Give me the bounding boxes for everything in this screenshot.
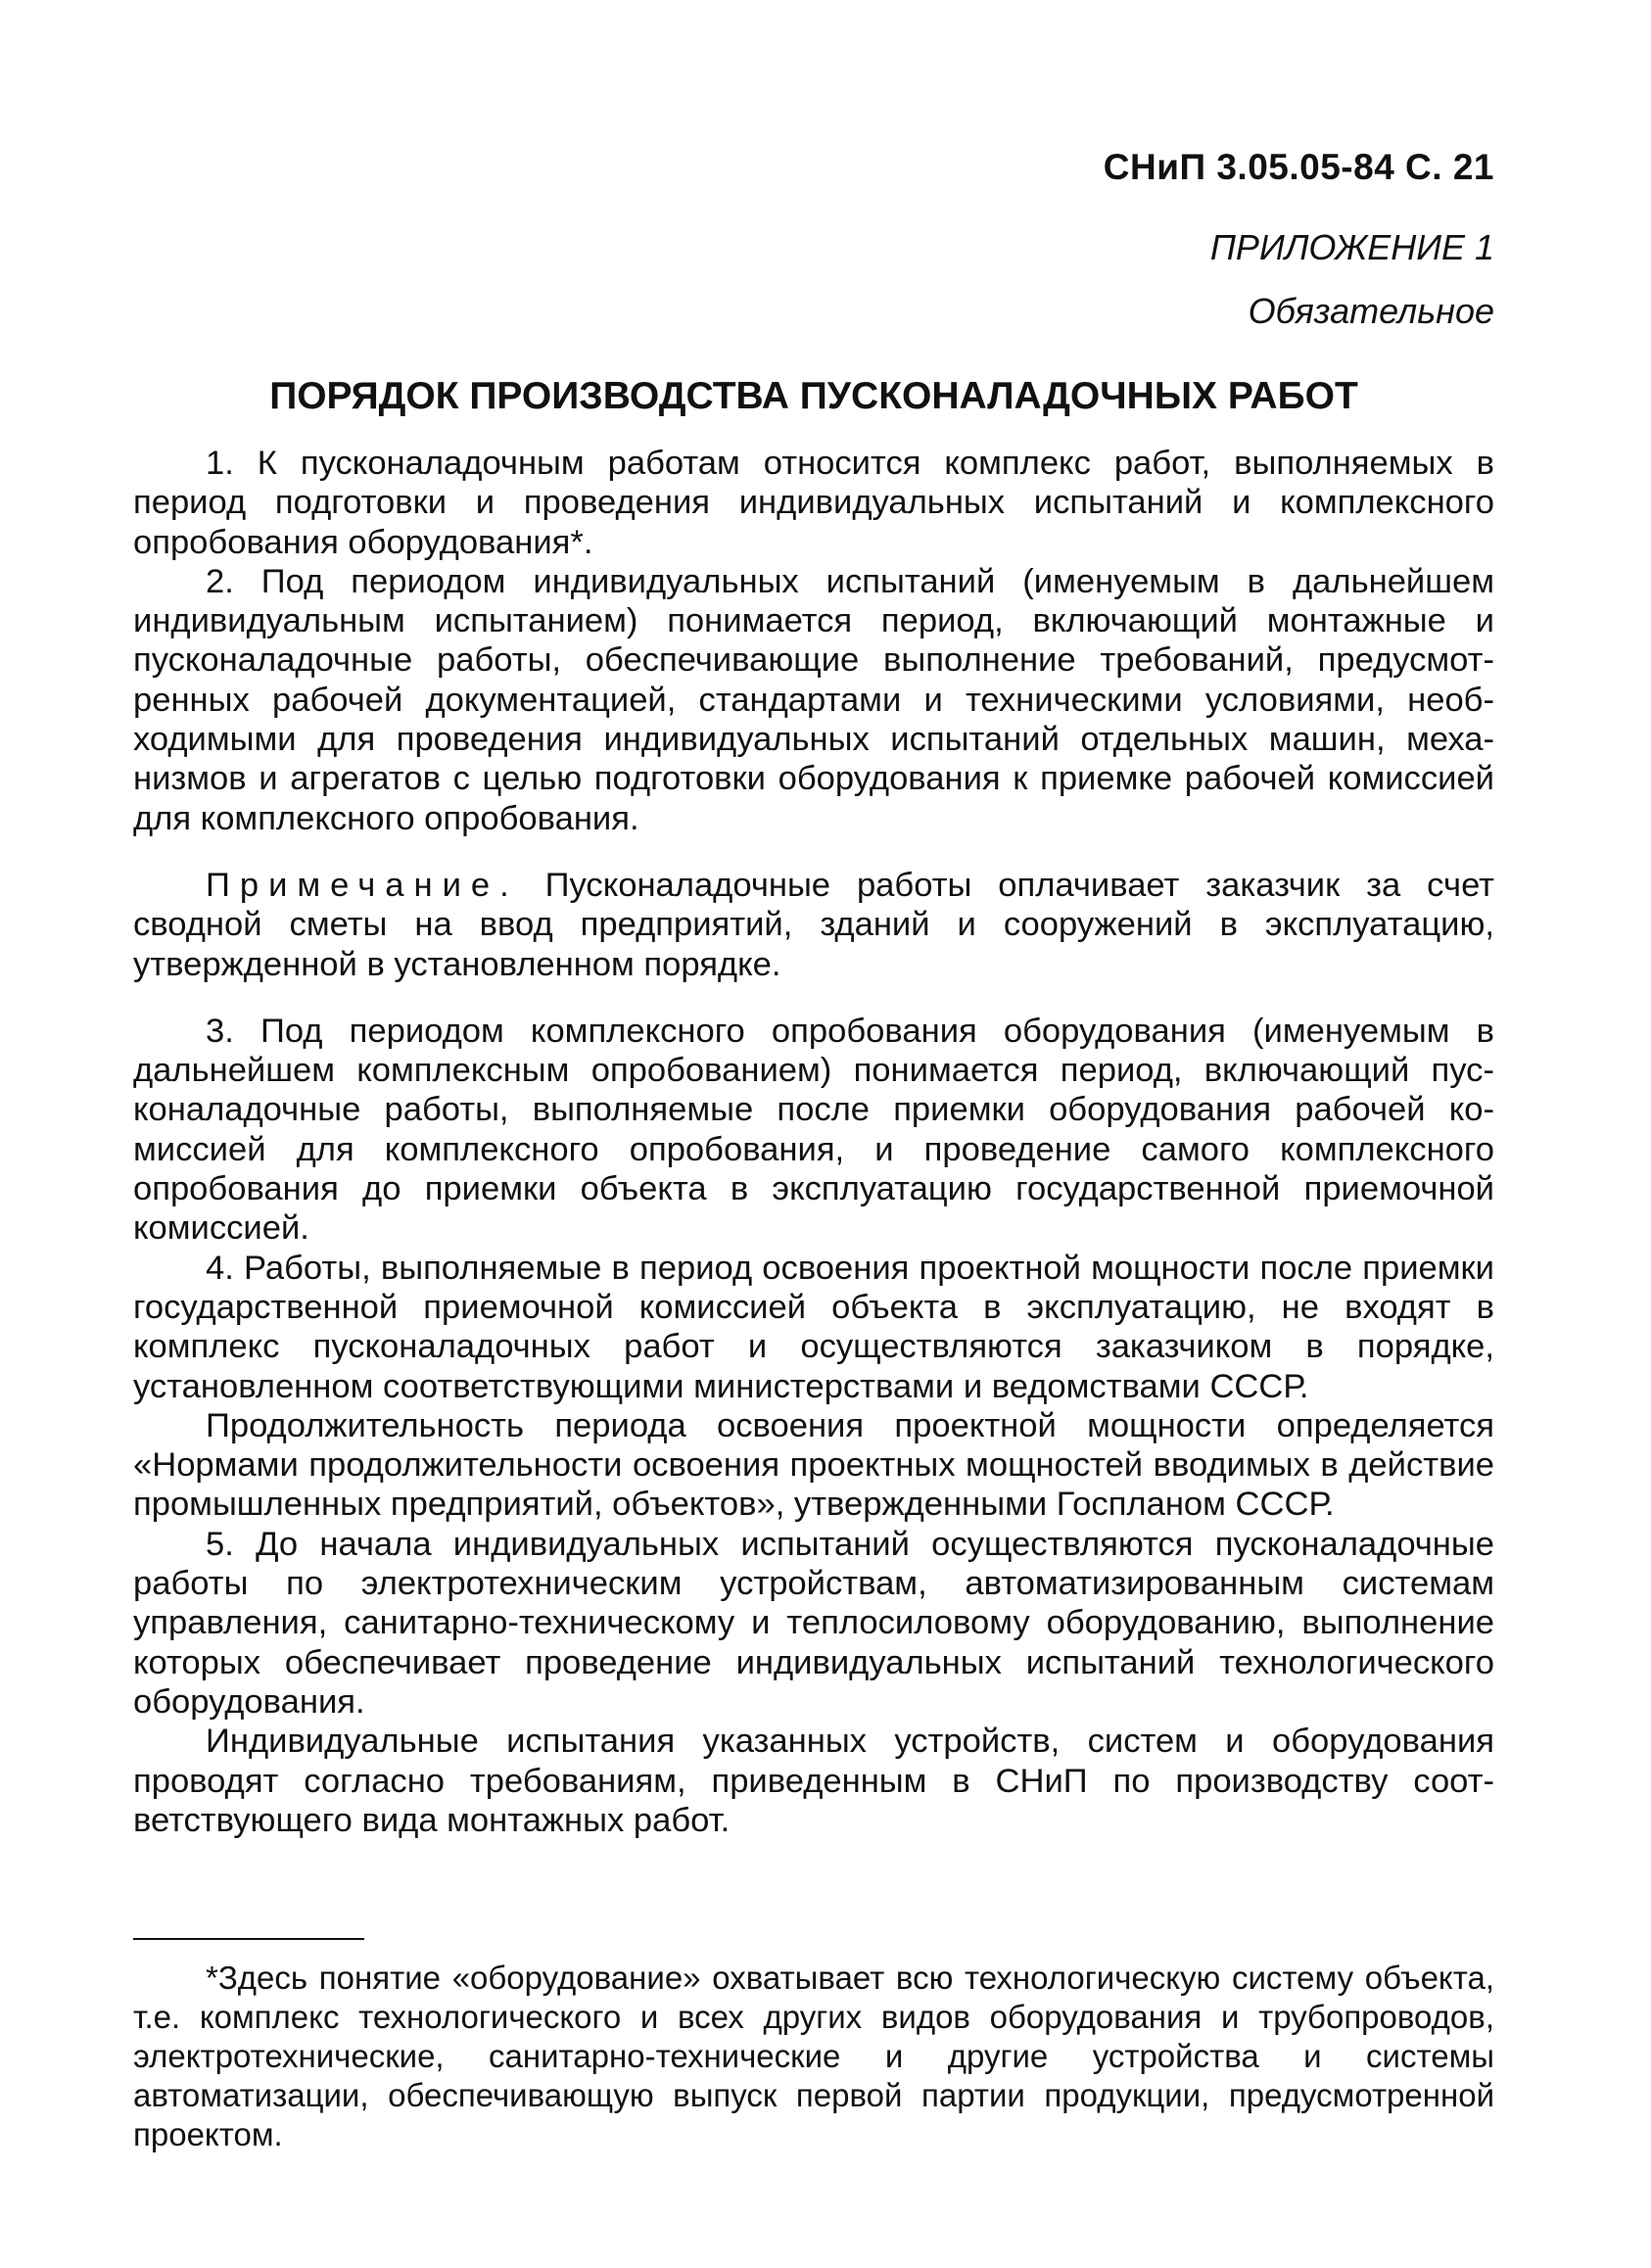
document-title: ПОРЯДОК ПРОИЗВОДСТВА ПУСКОНАЛАДОЧНЫХ РАБОТ — [269, 375, 1358, 417]
footnote: *Здесь понятие «оборудование» охватывает всю технологическую систему объекта, т.е. комплекс технологического и всех других видов оборудования и трубопроводов, электротехнические, санитарно-технические и другие устройства и системы автоматизации, обеспечивающую выпуск первой партии продукции, предусмотренной проектом. — [133, 1960, 1494, 2152]
paragraph-5-continued: Индивидуальные испытания указанных устройств, систем и оборудования проводят согласно требованиям, приведенным в СНиП по производству соответствующего вида монтажных работ. — [133, 1723, 1494, 1839]
note-label: Примечание. — [206, 866, 519, 904]
paragraph-5: 5. До начала индивидуальных испытаний осуществляются пусконаладочные работы по электротехническим устройствам, автоматизированным системам управления, санитарно-техническому и теплосиловому оборудованию, выполнение которых обеспечивает проведение индивидуальных испытаний технологического оборудования. — [133, 1525, 1494, 1721]
appendix-label: ПРИЛОЖЕНИЕ 1 — [1209, 227, 1494, 267]
body-text — [133, 444, 1494, 1840]
mandatory-label: Обязательное — [1248, 291, 1494, 331]
note-text: Пусконаладочные работы оплачивает заказчик за счет сводной сметы на ввод предприятий, зданий и сооружений в эксплуатацию, утвержденной в установленном порядке. — [133, 866, 1494, 983]
paragraph-4: 4. Работы, выполняемые в период освоения проектной мощности после приемки государственной приемочной комиссией объекта в эксплуатацию, не входят в комплекс пусконаладочных работ и осуществляются заказчиком в порядке, установленном соответствующими министерствами и ведомствами СССР. — [133, 1249, 1494, 1405]
paragraph-2: 2. Под периодом индивидуальных испытаний (именуемым в дальнейшем индивидуальным испытанием) понимается период, включающий монтажные и пусконаладочные работы, обеспечивающие выполнение требований, предусмотренных рабочей документацией, стандартами и техническими условиями, необходимыми для проведения индивидуальных испытаний отдельных машин, механизмов и агрегатов с целью подготовки оборудования к приемке рабочей комиссией для комплексного опробования. — [133, 562, 1494, 837]
page-header: СНиП 3.05.05-84 С. 21 — [1103, 147, 1494, 187]
note-paragraph — [133, 866, 1494, 984]
paragraph-3: 3. Под периодом комплексного опробования оборудования (именуемым в дальнейшем комплексным опробованием) понимается период, включающий пусконаладочные работы, выполняемые после приемки оборудования рабочей комиссией для комплексного опробования, и проведение самого комплексного опробования до приемки объекта в эксплуатацию государственной приемочной комиссией. — [133, 1012, 1494, 1248]
footnote-divider — [133, 1938, 364, 1940]
paragraph-4-continued: Продолжительность периода освоения проектной мощности определяется «Нормами продолжительности освоения проектных мощностей вводимых в действие промышленных предприятий, объектов», утвержденными Госпланом СССР. — [133, 1406, 1494, 1524]
paragraph-1: 1. К пусконаладочным работам относится комплекс работ, выполняемых в период подготовки и проведения индивидуальных испытаний и комплексного опробования оборудования*. — [133, 445, 1494, 561]
